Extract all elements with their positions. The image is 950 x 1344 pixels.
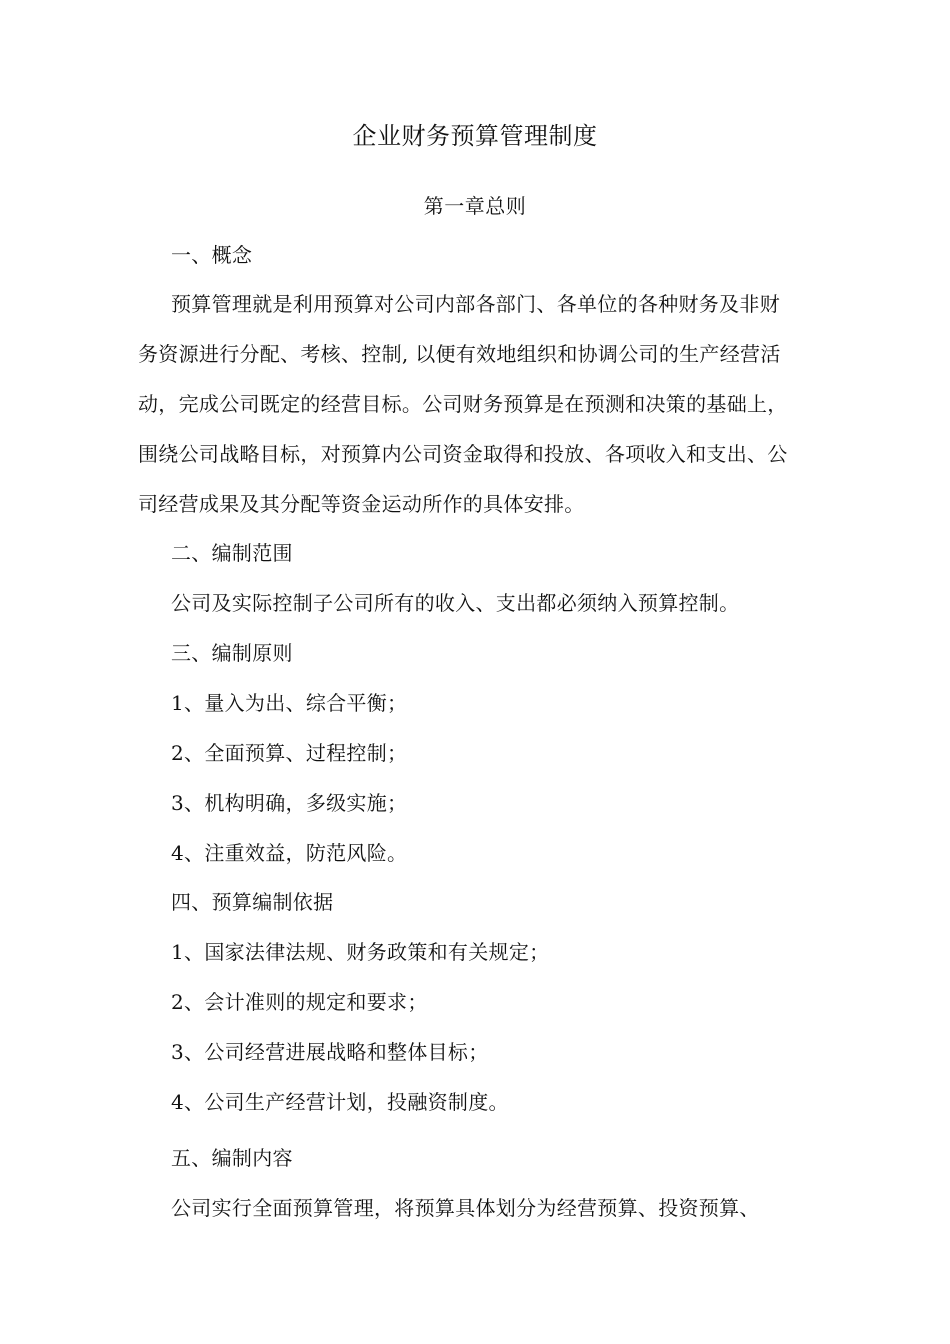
principle-item: 1、量入为出、综合平衡； [171, 691, 408, 715]
concept-paragraph [138, 279, 828, 529]
section-heading-content: 五、编制内容 [171, 1146, 293, 1170]
section-heading-basis: 四、预算编制依据 [171, 890, 334, 914]
paragraph-line: 围绕公司战略目标，对预算内公司资金取得和投放、各项收入和支出、公 [138, 442, 788, 466]
principle-item: 4、注重效益，防范风险。 [171, 841, 408, 865]
document-title: 企业财务预算管理制度 [352, 122, 598, 150]
content-text: 公司实行全面预算管理，将预算具体划分为经营预算、投资预算、 [171, 1196, 760, 1220]
paragraph-line: 预算管理就是利用预算对公司内部各部门、各单位的各种财务及非财 [171, 292, 780, 316]
basis-item: 1、国家法律法规、财务政策和有关规定； [171, 940, 550, 964]
principle-item: 2、全面预算、过程控制； [171, 741, 408, 765]
principle-item: 3、机构明确，多级实施； [171, 791, 408, 815]
paragraph-line: 务资源进行分配、考核、控制, 以便有效地组织和协调公司的生产经营活 [138, 342, 781, 366]
section-heading-concept: 一、概念 [171, 243, 253, 267]
paragraph-line: 动，完成公司既定的经营目标。公司财务预算是在预测和决策的基础上， [138, 392, 788, 416]
basis-item: 3、公司经营进展战略和整体目标； [171, 1040, 489, 1064]
paragraph-line: 司经营成果及其分配等资金运动所作的具体安排。 [138, 492, 585, 516]
section-heading-principles: 三、编制原则 [171, 641, 293, 665]
chapter-title: 第一章总则 [423, 194, 527, 218]
section-heading-scope: 二、编制范围 [171, 541, 293, 565]
basis-item: 2、会计准则的规定和要求； [171, 990, 428, 1014]
scope-text: 公司及实际控制子公司所有的收入、支出都必须纳入预算控制。 [171, 591, 740, 615]
basis-item: 4、公司生产经营计划，投融资制度。 [171, 1090, 509, 1114]
